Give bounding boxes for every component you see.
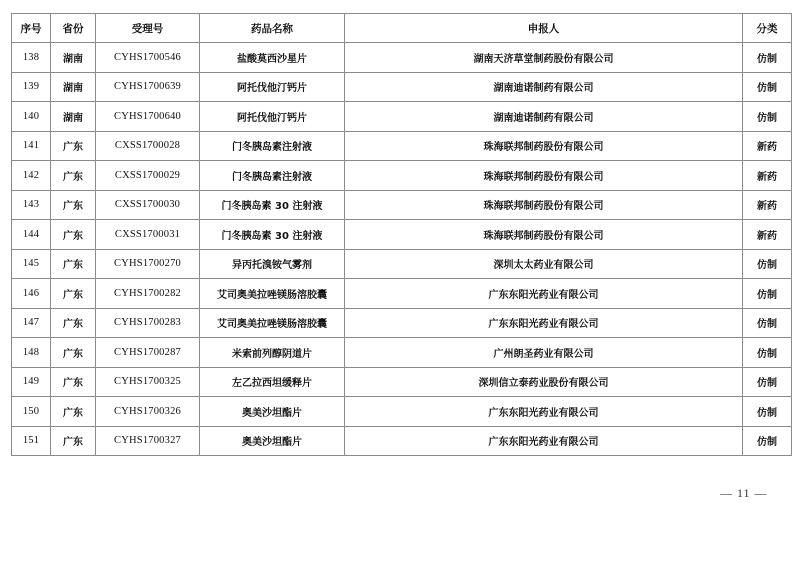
cell-applicant: 珠海联邦制药股份有限公司 <box>345 161 743 191</box>
cell-category: 仿制 <box>743 397 792 427</box>
table-row <box>12 279 792 309</box>
cell-category: 仿制 <box>743 367 792 397</box>
cell-drug-name: 艾司奥美拉唑镁肠溶胶囊 <box>200 308 345 338</box>
cell-drug-name: 门冬胰岛素 30 注射液 <box>200 220 345 250</box>
table-row <box>12 190 792 220</box>
cell-acceptance-no: CYHS1700287 <box>96 338 200 368</box>
cell-category: 新药 <box>743 220 792 250</box>
cell-seq: 145 <box>12 249 51 279</box>
cell-applicant: 广东东阳光药业有限公司 <box>345 308 743 338</box>
table-row <box>12 397 792 427</box>
cell-drug-name: 门冬胰岛素注射液 <box>200 161 345 191</box>
cell-drug-name: 奥美沙坦酯片 <box>200 426 345 456</box>
cell-category: 仿制 <box>743 426 792 456</box>
cell-drug-name: 盐酸莫西沙星片 <box>200 43 345 73</box>
cell-acceptance-no: CYHS1700640 <box>96 102 200 132</box>
header-acceptance-no: 受理号 <box>96 14 200 43</box>
table-row <box>12 102 792 132</box>
cell-acceptance-no: CXSS1700031 <box>96 220 200 250</box>
cell-category: 新药 <box>743 161 792 191</box>
header-seq: 序号 <box>12 14 51 43</box>
header-province: 省份 <box>51 14 96 43</box>
header-drug-name: 药品名称 <box>200 14 345 43</box>
cell-province: 广东 <box>51 397 96 427</box>
cell-province: 广东 <box>51 426 96 456</box>
cell-category: 仿制 <box>743 308 792 338</box>
header-applicant: 申报人 <box>345 14 743 43</box>
cell-category: 仿制 <box>743 72 792 102</box>
cell-applicant: 广东东阳光药业有限公司 <box>345 397 743 427</box>
cell-drug-name: 奥美沙坦酯片 <box>200 397 345 427</box>
cell-category: 新药 <box>743 131 792 161</box>
cell-province: 湖南 <box>51 102 96 132</box>
cell-drug-name: 门冬胰岛素 30 注射液 <box>200 190 345 220</box>
cell-category: 仿制 <box>743 102 792 132</box>
table-row <box>12 338 792 368</box>
cell-province: 广东 <box>51 279 96 309</box>
cell-applicant: 广东东阳光药业有限公司 <box>345 279 743 309</box>
cell-seq: 151 <box>12 426 51 456</box>
drug-registration-table <box>11 13 792 456</box>
cell-category: 仿制 <box>743 338 792 368</box>
cell-seq: 147 <box>12 308 51 338</box>
cell-applicant: 珠海联邦制药股份有限公司 <box>345 190 743 220</box>
cell-province: 广东 <box>51 190 96 220</box>
cell-province: 湖南 <box>51 43 96 73</box>
table-header-row <box>12 14 792 43</box>
cell-province: 广东 <box>51 161 96 191</box>
drug-registration-table-container <box>11 13 791 456</box>
table-row <box>12 249 792 279</box>
cell-province: 广东 <box>51 249 96 279</box>
cell-seq: 148 <box>12 338 51 368</box>
cell-drug-name: 阿托伐他汀钙片 <box>200 72 345 102</box>
cell-applicant: 广东东阳光药业有限公司 <box>345 426 743 456</box>
cell-seq: 140 <box>12 102 51 132</box>
cell-category: 仿制 <box>743 43 792 73</box>
cell-applicant: 深圳太太药业有限公司 <box>345 249 743 279</box>
cell-province: 广东 <box>51 338 96 368</box>
table-row <box>12 367 792 397</box>
cell-applicant: 珠海联邦制药股份有限公司 <box>345 131 743 161</box>
header-category: 分类 <box>743 14 792 43</box>
cell-applicant: 珠海联邦制药股份有限公司 <box>345 220 743 250</box>
cell-province: 广东 <box>51 308 96 338</box>
cell-acceptance-no: CXSS1700029 <box>96 161 200 191</box>
cell-drug-name: 门冬胰岛素注射液 <box>200 131 345 161</box>
cell-drug-name: 异丙托溴铵气雾剂 <box>200 249 345 279</box>
cell-applicant: 湖南迪诺制药有限公司 <box>345 72 743 102</box>
cell-seq: 149 <box>12 367 51 397</box>
cell-province: 湖南 <box>51 72 96 102</box>
cell-applicant: 广州朗圣药业有限公司 <box>345 338 743 368</box>
cell-acceptance-no: CXSS1700030 <box>96 190 200 220</box>
table-row <box>12 72 792 102</box>
cell-seq: 139 <box>12 72 51 102</box>
cell-acceptance-no: CYHS1700639 <box>96 72 200 102</box>
cell-drug-name: 艾司奥美拉唑镁肠溶胶囊 <box>200 279 345 309</box>
cell-seq: 142 <box>12 161 51 191</box>
table-row <box>12 220 792 250</box>
table-row <box>12 426 792 456</box>
cell-province: 广东 <box>51 131 96 161</box>
cell-acceptance-no: CYHS1700283 <box>96 308 200 338</box>
cell-acceptance-no: CYHS1700327 <box>96 426 200 456</box>
cell-acceptance-no: CYHS1700270 <box>96 249 200 279</box>
cell-category: 新药 <box>743 190 792 220</box>
cell-acceptance-no: CYHS1700546 <box>96 43 200 73</box>
cell-acceptance-no: CXSS1700028 <box>96 131 200 161</box>
cell-drug-name: 阿托伐他汀钙片 <box>200 102 345 132</box>
cell-category: 仿制 <box>743 249 792 279</box>
cell-drug-name: 左乙拉西坦缓释片 <box>200 367 345 397</box>
cell-seq: 146 <box>12 279 51 309</box>
table-row <box>12 161 792 191</box>
cell-applicant: 深圳信立泰药业股份有限公司 <box>345 367 743 397</box>
table-row <box>12 131 792 161</box>
cell-province: 广东 <box>51 367 96 397</box>
cell-acceptance-no: CYHS1700325 <box>96 367 200 397</box>
table-row <box>12 308 792 338</box>
cell-drug-name: 米索前列醇阴道片 <box>200 338 345 368</box>
cell-category: 仿制 <box>743 279 792 309</box>
page-number: — 11 — <box>720 486 768 500</box>
cell-applicant: 湖南天济草堂制药股份有限公司 <box>345 43 743 73</box>
cell-seq: 144 <box>12 220 51 250</box>
cell-seq: 141 <box>12 131 51 161</box>
table-row <box>12 43 792 73</box>
cell-acceptance-no: CYHS1700282 <box>96 279 200 309</box>
cell-applicant: 湖南迪诺制药有限公司 <box>345 102 743 132</box>
cell-seq: 143 <box>12 190 51 220</box>
cell-province: 广东 <box>51 220 96 250</box>
cell-acceptance-no: CYHS1700326 <box>96 397 200 427</box>
cell-seq: 138 <box>12 43 51 73</box>
cell-seq: 150 <box>12 397 51 427</box>
